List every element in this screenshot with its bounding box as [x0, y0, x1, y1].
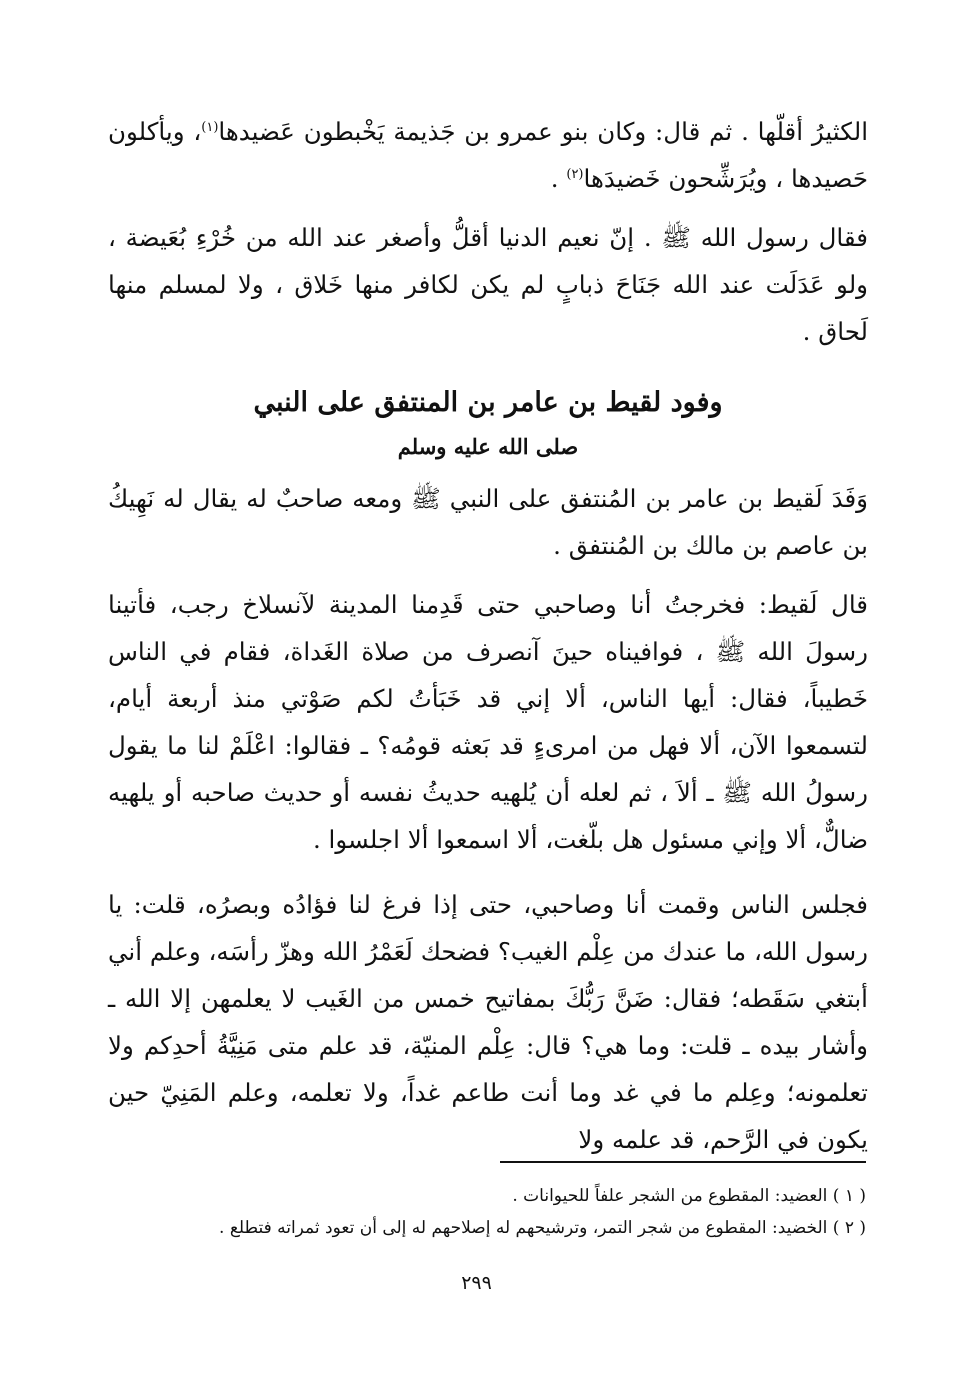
section-heading: وفود لقيط بن عامر بن المنتفق على النبي: [253, 387, 723, 418]
paragraph-1-text-c: .: [550, 164, 567, 193]
footnotes: [200, 1180, 866, 1244]
page-body: [108, 108, 868, 1163]
paragraph-4: قال لَقيط: فخرجتُ أنا وصاحبي حتى قَدِمنا المدينة لآنسلاخ رجب، فأتينا رسولَ الله ﷺ ، فوافيناه حينَ آنصرف من صلاة الغَداة، فقام في الناس خَطيباً، فقال: أيها الناس، ألا إني قد خَبَأتُ لكم صَوْتي منذ أربعة أيام، لتسمعوا الآن، ألا فهل من امرىءٍ قد بَعثه قومُه؟ ـ فقالوا: اعْلَمْ لنا ما يقول رسولُ الله ﷺ ـ ألاَ ، ثم لعله أن يُلهيه حديثُ نفسه أو حديث صاحبه أو يلهيه ضالٌّ، ألا وإني مسئول هل بلّغت، ألا اسمعوا ألا اجلسوا .: [108, 590, 868, 854]
footnote-1: ( ١ ) العضيد: المقطوع من الشجر علفاً للحيوانات .: [512, 1186, 866, 1206]
footnote-ref-2[interactable]: (٢): [566, 166, 584, 182]
paragraph-1-text: الكثيرُ أقلّها . ثم قال: وكان بنو عمرو بن جَذيمة يَخْبطون عَضيدها: [218, 117, 869, 146]
section-subheading: صلى الله عليه وسلم: [397, 434, 579, 459]
paragraph-1: [108, 108, 868, 202]
footnote-2: ( ٢ ) الخضيد: المقطوع من شجر التمر، وترشيحهم له إصلاحهم له إلى أن تعود ثمراته فتطلع .: [219, 1218, 866, 1238]
footnote-divider: [500, 1161, 866, 1163]
paragraph-5: فجلس الناس وقمت أنا وصاحبي، حتى إذا فرغ لنا فؤادُه وبصرُه، قلت: يا رسول الله، ما عندك من عِلْم الغيب؟ فضحك لَعَمْرُ الله وهزّ رأسَه، وعلم أني أبتغي سَقَطه؛ فقال: ضَنَّ رَبُّكَ بمفاتيح خمس من الغَيب لا يعلمهن إلا الله ـ وأشار بيده ـ قلت: وما هي؟ قال: عِلْم المنيّة، قد علم متى مَنِيَّةُ أحدِكم ولا تعلمونه؛ وعِلم ما في غد وما أنت طاعم غداً، ولا تعلمه، وعلم المَنِيّ حين يكون في الرَّحم، قد علمه ولا: [108, 890, 868, 1154]
paragraph-2: فقال رسول الله ﷺ . إنّ نعيم الدنيا أقلُّ وأصغر عند الله من خُرْءِ بُعَيضة ، ولو عَدَلَت عند الله جَنَاحَ ذبابٍ لم يكن لكافر منها خَلاق ، ولا لمسلم منها لَحاق .: [108, 223, 868, 346]
footnote-ref-1[interactable]: (١): [201, 119, 219, 135]
paragraph-1-text-b: ، ويأكلون حَصيدها ، ويُرَشِّحون خَضيدَها: [108, 117, 868, 193]
page-number: ٢٩٩: [461, 1272, 492, 1294]
paragraph-3: وَفَدَ لَقيط بن عامر بن المُنتفق على النبي ﷺ ومعه صاحبٌ له يقال له نَهِيكُ بن عاصم بن مالك بن المُنتفق .: [108, 484, 868, 560]
